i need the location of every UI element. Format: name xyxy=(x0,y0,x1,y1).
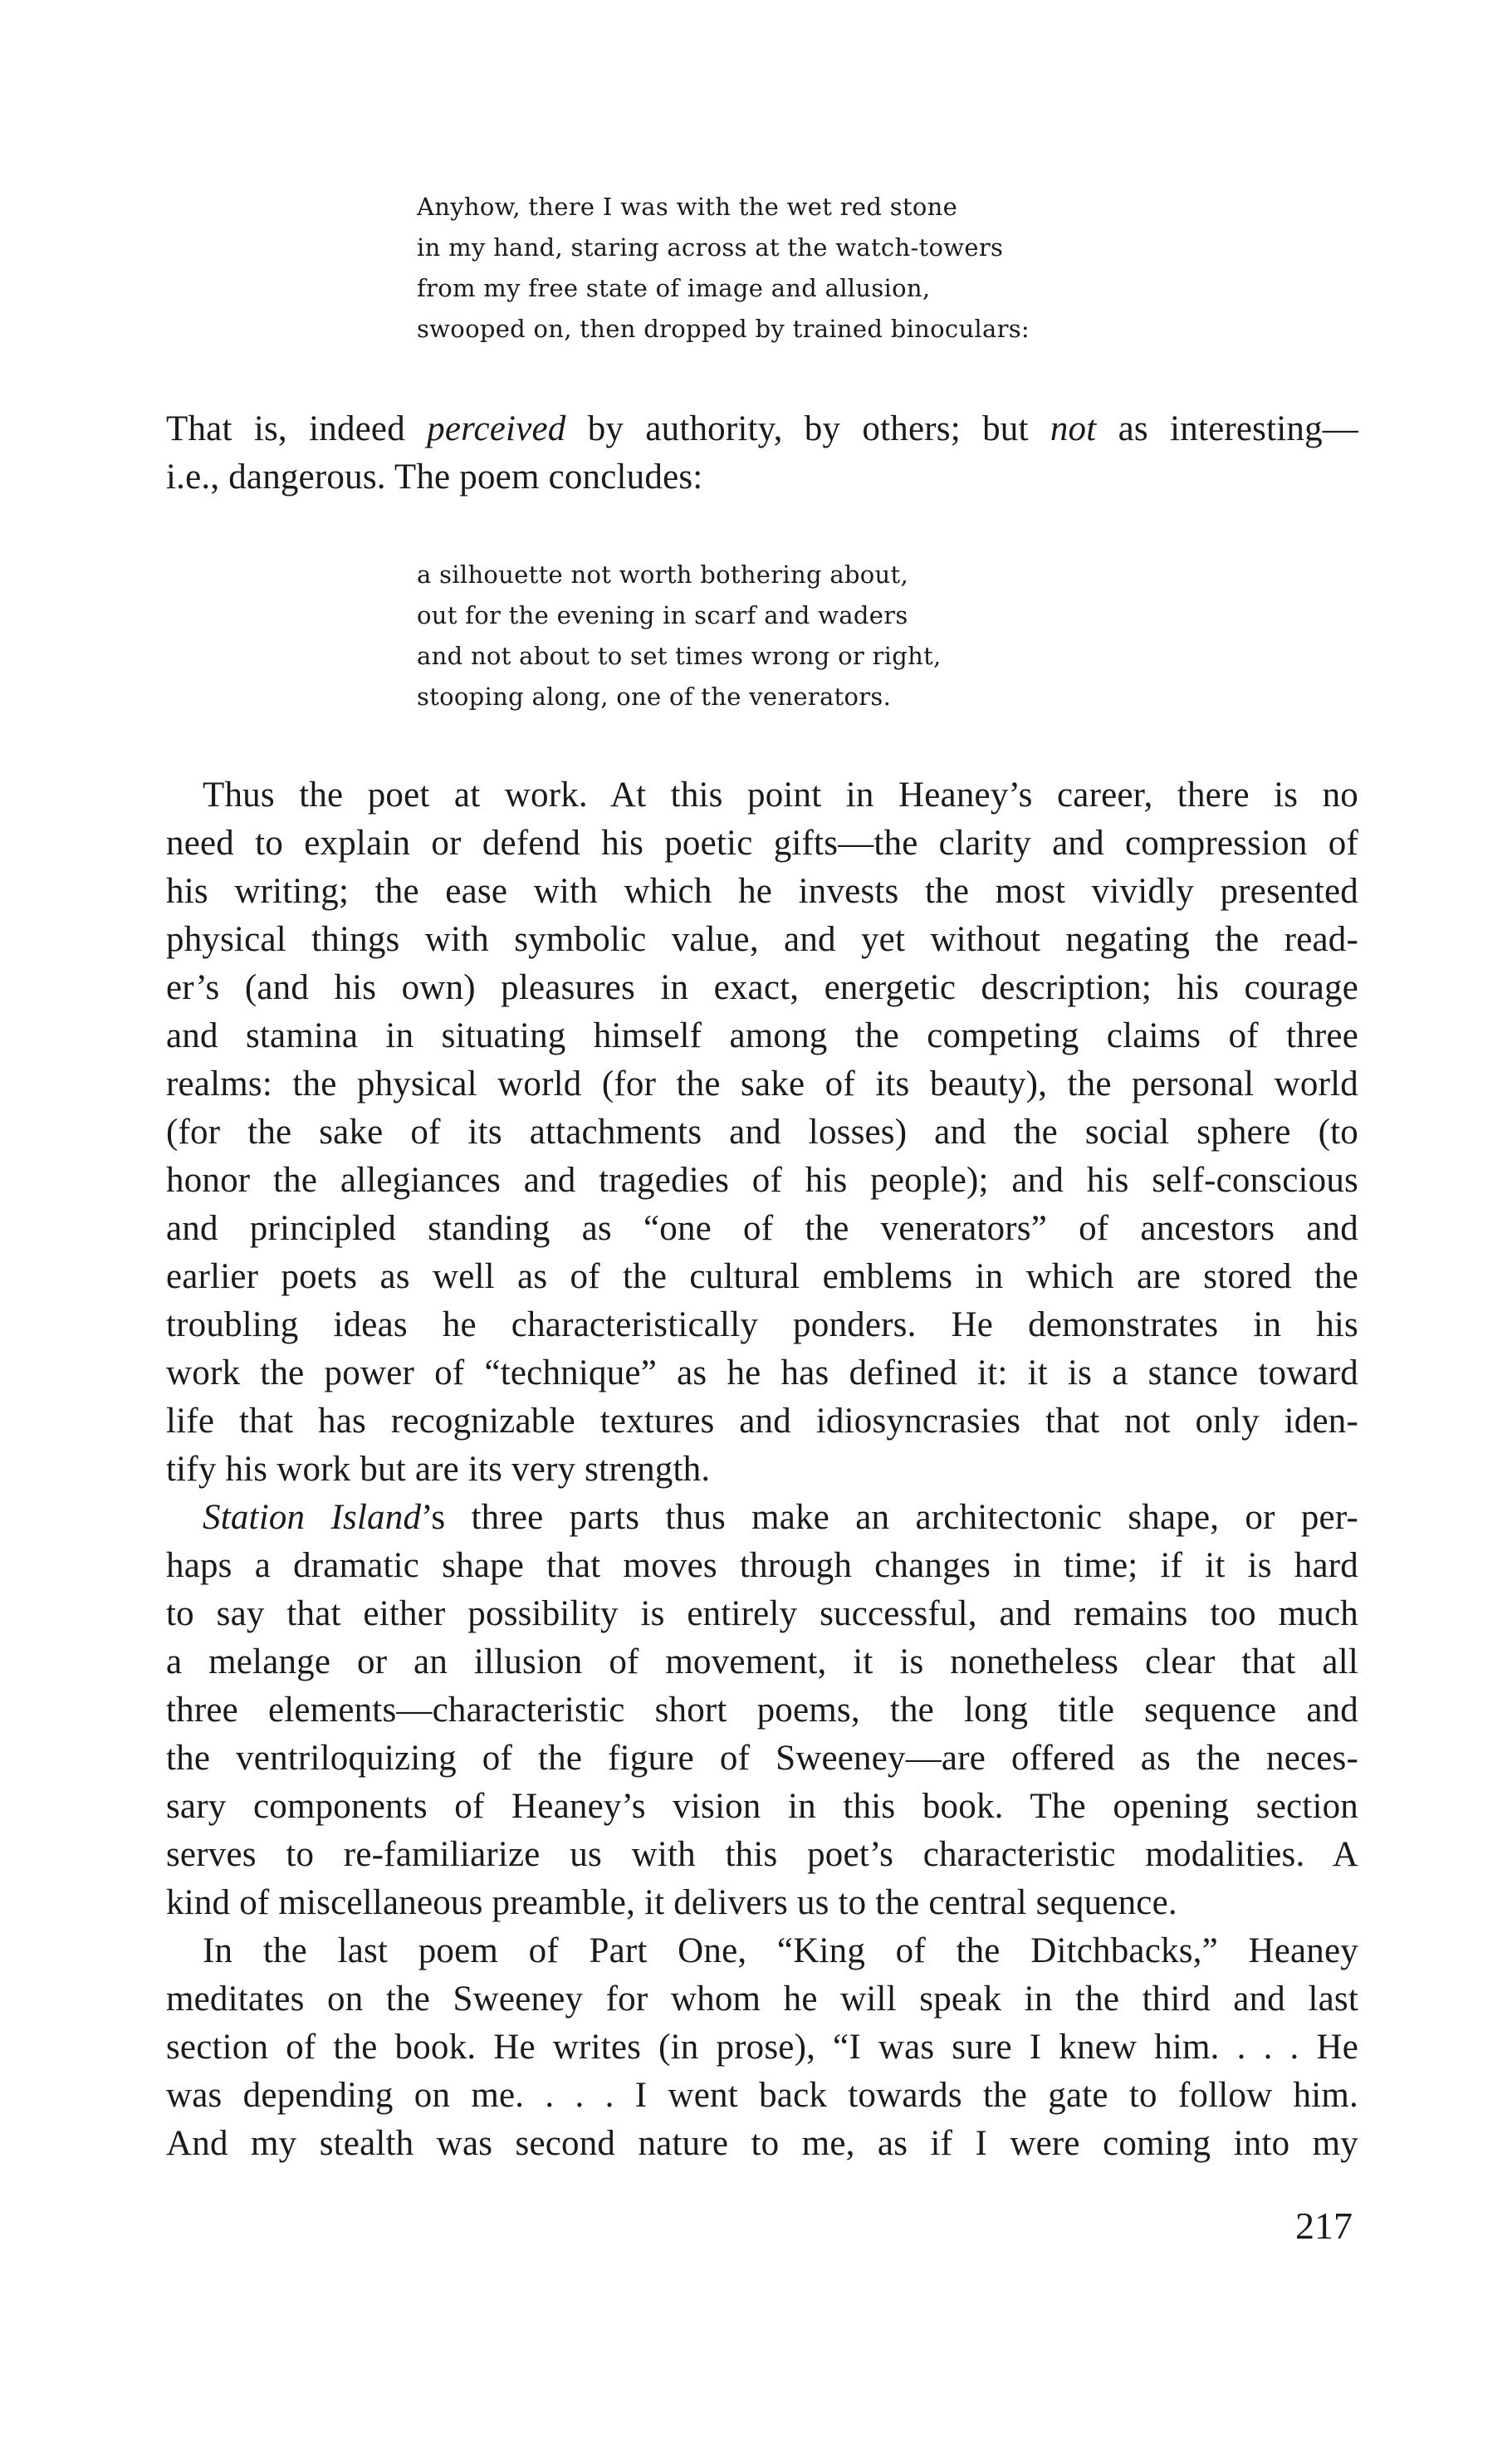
text-line: troubling ideas he characteristically ponders. He demonstrates in his xyxy=(166,1305,1358,1344)
text-line: and stamina in situating himself among the competing claims of three xyxy=(166,1016,1358,1055)
text-line: the ventriloquizing of the figure of Sweeney—are offered as the neces- xyxy=(166,1739,1358,1778)
text-line: work the power of “technique” as he has defined it: it is a stance toward xyxy=(166,1353,1358,1392)
text-line: was depending on me. . . . I went back towards the gate to follow him. xyxy=(166,2076,1358,2115)
verse-line: Anyhow, there I was with the wet red stone xyxy=(417,193,958,221)
text-line: (for the sake of its attachments and losses) and the social sphere (to xyxy=(166,1113,1358,1152)
verse-line: stooping along, one of the venerators. xyxy=(417,683,892,711)
text-line xyxy=(166,1494,1358,1542)
text-line: honor the allegiances and tragedies of his people); and his self-conscious xyxy=(166,1161,1358,1200)
text-line: three elements—characteristic short poems, the long title sequence and xyxy=(166,1691,1358,1730)
verse-line: in my hand, staring across at the watch-towers xyxy=(417,233,1004,262)
body-text xyxy=(166,771,1358,2168)
text-line: his writing; the ease with which he invests the most vividly presented xyxy=(166,872,1358,911)
text-line: i.e., dangerous. The poem concludes: xyxy=(166,458,703,497)
text-line: earlier poets as well as of the cultural emblems in which are stored the xyxy=(166,1257,1358,1296)
text-line: serves to re-familiarize us with this poet’s characteristic modalities. A xyxy=(166,1835,1358,1874)
text-line: physical things with symbolic value, and yet without negating the read- xyxy=(166,920,1358,959)
text-run: by authority, by others; but xyxy=(565,409,1050,448)
text-line: er’s (and his own) pleasures in exact, energetic description; his courage xyxy=(166,968,1358,1007)
text-run: ’s three parts thus make an architectonic shape, or per- xyxy=(421,1498,1358,1537)
verse-line: out for the evening in scarf and waders xyxy=(417,601,908,629)
book-title: Station Island xyxy=(203,1498,422,1537)
text-line: need to explain or defend his poetic gifts—the clarity and compression of xyxy=(166,824,1358,863)
verse-quotation-1 xyxy=(417,187,1247,350)
text-run: That is, indeed xyxy=(166,409,428,448)
lead-paragraph xyxy=(166,405,1358,502)
verse-line: and not about to set times wrong or right, xyxy=(417,642,942,670)
text-line: tify his work but are its very strength. xyxy=(166,1450,711,1489)
text-line: sary components of Heaney’s vision in this book. The opening section xyxy=(166,1787,1358,1826)
text-line: In the last poem of Part One, “King of the Ditchbacks,” Heaney xyxy=(203,1931,1358,1970)
verse-line: a silhouette not worth bothering about, xyxy=(417,560,908,589)
text-run: as interesting— xyxy=(1096,409,1359,448)
text-line: a melange or an illusion of movement, it is nonetheless clear that all xyxy=(166,1642,1358,1681)
text-line: And my stealth was second nature to me, as if I were coming into my xyxy=(166,2124,1358,2163)
text-line: haps a dramatic shape that moves through changes in time; if it is hard xyxy=(166,1546,1358,1585)
verse-quotation-2 xyxy=(417,555,1247,717)
verse-line: from my free state of image and allusion, xyxy=(417,274,931,302)
text-line: Thus the poet at work. At this point in Heaney’s career, there is no xyxy=(203,776,1358,815)
italic-run: perceived xyxy=(427,409,566,448)
text-line xyxy=(166,405,1358,453)
text-line: and principled standing as “one of the venerators” of ancestors and xyxy=(166,1209,1358,1248)
text-line: realms: the physical world (for the sake of its beauty), the personal world xyxy=(166,1064,1358,1104)
text-line: life that has recognizable textures and idiosyncrasies that not only iden- xyxy=(166,1402,1358,1441)
text-line: kind of miscellaneous preamble, it delivers us to the central sequence. xyxy=(166,1883,1177,1922)
text-line: to say that either possibility is entirely successful, and remains too much xyxy=(166,1594,1358,1633)
text-line: section of the book. He writes (in prose), “I was sure I knew him. . . . He xyxy=(166,2028,1358,2067)
text-line: meditates on the Sweeney for whom he will speak in the third and last xyxy=(166,1980,1358,2019)
verse-line: swooped on, then dropped by trained binoculars: xyxy=(417,315,1030,343)
italic-run: not xyxy=(1050,409,1097,448)
page-number: 217 xyxy=(1295,2205,1353,2247)
